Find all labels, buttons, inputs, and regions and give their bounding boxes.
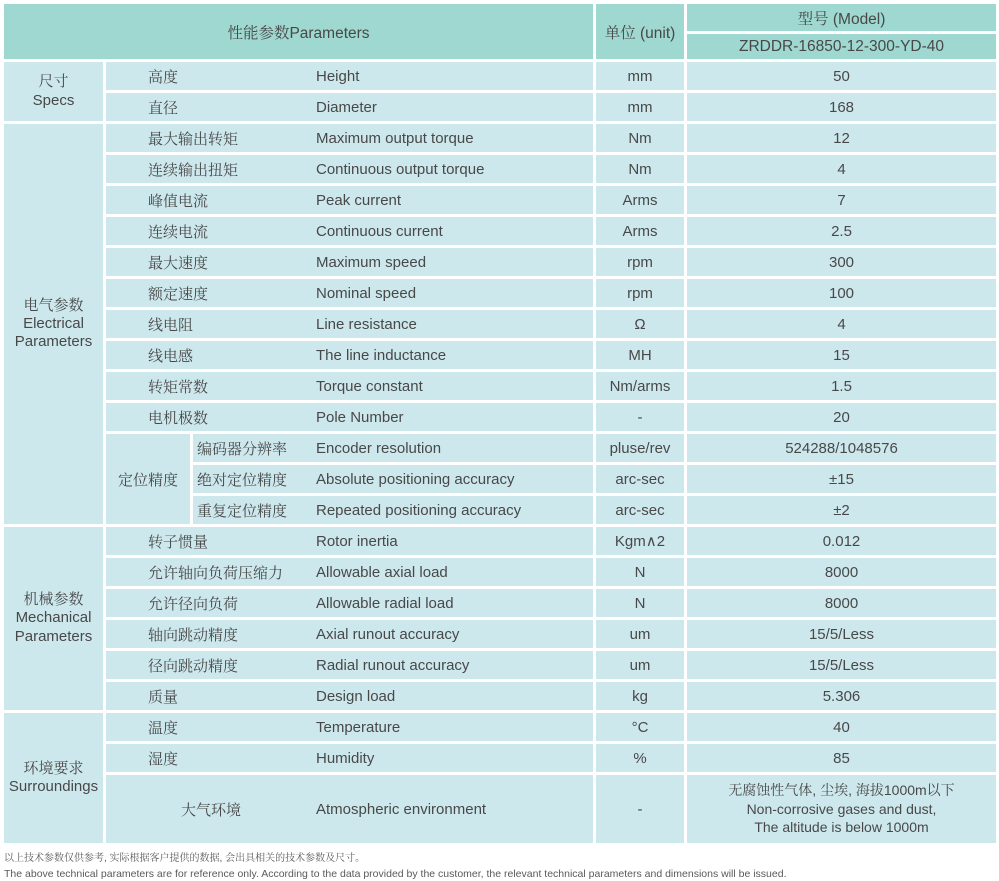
param-name-en: Maximum speed	[316, 253, 427, 271]
value-cell: 15/5/Less	[687, 620, 996, 648]
group-cell	[4, 713, 103, 843]
param-name-en: Maximum output torque	[316, 129, 474, 147]
param-name-zh: 轴向跳动精度	[148, 626, 239, 644]
param-name-zh: 允许径向负荷	[148, 595, 239, 613]
table-row	[4, 775, 996, 843]
footer-notes	[4, 852, 999, 881]
value-line: The altitude is below 1000m	[754, 819, 929, 836]
param-name-en: Allowable radial load	[316, 594, 454, 612]
spec-table-header	[4, 4, 996, 59]
table-row	[4, 341, 996, 369]
value-cell: 100	[687, 279, 996, 307]
param-name-zh: 径向跳动精度	[148, 657, 239, 675]
unit-cell: °C	[596, 713, 684, 741]
spec-table	[1, 1, 999, 846]
footer-note-zh: 以上技术参数仅供参考, 实际根据客户提供的数据, 会出具相关的技术参数及尺寸。	[4, 853, 366, 864]
value-cell: 50	[687, 62, 996, 90]
subgroup-cell: 定位精度	[106, 434, 190, 524]
param-name-en: Pole Number	[316, 408, 404, 426]
param-name-en: Peak current	[316, 191, 402, 209]
value-cell: 4	[687, 155, 996, 183]
param-name-cell	[106, 186, 593, 214]
param-name-cell	[106, 527, 593, 555]
table-row	[4, 93, 996, 121]
param-name-en: Allowable axial load	[316, 563, 448, 581]
param-name-zh: 重复定位精度	[197, 502, 288, 520]
table-row	[4, 744, 996, 772]
param-name-cell	[106, 651, 593, 679]
table-row	[4, 217, 996, 245]
param-name-en: Humidity	[316, 749, 375, 767]
unit-cell: um	[596, 620, 684, 648]
param-name-zh: 绝对定位精度	[197, 471, 288, 489]
value-cell: 7	[687, 186, 996, 214]
param-name-cell	[106, 341, 593, 369]
table-row	[4, 527, 996, 555]
param-name-zh: 温度	[148, 719, 179, 737]
param-name-en: Rotor inertia	[316, 532, 398, 550]
table-row	[4, 155, 996, 183]
unit-cell: N	[596, 589, 684, 617]
value-cell: 20	[687, 403, 996, 431]
table-row	[4, 434, 996, 462]
param-name-zh: 额定速度	[148, 285, 209, 303]
unit-cell: mm	[596, 93, 684, 121]
param-name-cell	[106, 744, 593, 772]
table-row	[4, 558, 996, 586]
value-cell: 15	[687, 341, 996, 369]
value-cell: 0.012	[687, 527, 996, 555]
table-row	[4, 62, 996, 90]
group-label-line: Electrical	[23, 314, 84, 332]
unit-cell: %	[596, 744, 684, 772]
group-label-line: Parameters	[14, 333, 93, 351]
value-cell: 12	[687, 124, 996, 152]
param-name-cell	[106, 62, 593, 90]
param-name-en: Height	[316, 67, 360, 85]
param-name-cell	[106, 248, 593, 276]
unit-cell: Nm	[596, 155, 684, 183]
unit-cell: MH	[596, 341, 684, 369]
table-row	[4, 651, 996, 679]
table-row	[4, 186, 996, 214]
unit-cell: -	[596, 403, 684, 431]
unit-cell: um	[596, 651, 684, 679]
group-label-line: 尺寸	[38, 73, 69, 91]
value-cell	[687, 775, 996, 843]
param-name-en: The line inductance	[316, 346, 447, 364]
unit-cell: Ω	[596, 310, 684, 338]
header-model-value: ZRDDR-16850-12-300-YD-40	[687, 34, 996, 59]
param-name-cell	[106, 124, 593, 152]
value-cell: ±2	[687, 496, 996, 524]
header-unit-label: 单位 (unit)	[596, 4, 684, 59]
group-label-line: Parameters	[14, 627, 93, 645]
value-cell: 300	[687, 248, 996, 276]
param-name-en: Continuous output torque	[316, 160, 485, 178]
unit-cell: rpm	[596, 279, 684, 307]
unit-cell: pluse/rev	[596, 434, 684, 462]
unit-cell: mm	[596, 62, 684, 90]
param-name-zh: 峰值电流	[148, 192, 209, 210]
param-name-en: Diameter	[316, 98, 377, 116]
param-name-zh: 转子惯量	[148, 533, 209, 551]
param-name-zh: 大气环境	[180, 801, 241, 819]
header-model-label: 型号 (Model)	[687, 4, 996, 31]
footer-note-en: The above technical parameters are for reference only. According to the data provided by the customer, the relevant technical parameters and dimensions will be issued.	[4, 867, 787, 880]
param-name-zh: 连续电流	[148, 223, 209, 241]
group-cell	[4, 124, 103, 524]
param-name-zh: 连续输出扭矩	[148, 161, 239, 179]
param-name-zh: 直径	[148, 99, 179, 117]
value-cell: 8000	[687, 589, 996, 617]
table-row	[4, 403, 996, 431]
param-name-zh: 质量	[148, 688, 179, 706]
param-name-en: Atmospheric environment	[316, 800, 487, 818]
value-cell: 8000	[687, 558, 996, 586]
group-label-line: 机械参数	[23, 591, 84, 609]
spec-table-body	[4, 62, 996, 843]
value-cell: 85	[687, 744, 996, 772]
value-cell: 40	[687, 713, 996, 741]
table-row	[4, 682, 996, 710]
param-name-cell	[106, 279, 593, 307]
value-cell: 168	[687, 93, 996, 121]
group-label-line: Surroundings	[8, 778, 99, 795]
table-row	[4, 713, 996, 741]
value-cell: 15/5/Less	[687, 651, 996, 679]
param-name-zh: 线电阻	[148, 316, 194, 334]
param-name-en: Axial runout accuracy	[316, 625, 460, 643]
param-name-en: Nominal speed	[316, 284, 417, 302]
unit-cell: Nm/arms	[596, 372, 684, 400]
param-name-en: Encoder resolution	[316, 439, 442, 457]
param-name-zh: 高度	[148, 68, 179, 86]
table-row	[4, 372, 996, 400]
table-row	[4, 248, 996, 276]
unit-cell: arc-sec	[596, 496, 684, 524]
unit-cell: N	[596, 558, 684, 586]
param-name-cell	[106, 713, 593, 741]
param-name-cell	[193, 434, 593, 462]
group-label-line: Mechanical	[15, 609, 92, 627]
header-params-label: 性能参数Parameters	[4, 4, 593, 59]
param-name-zh: 最大输出转矩	[148, 130, 239, 148]
value-cell: 5.306	[687, 682, 996, 710]
param-name-zh: 线电感	[148, 347, 194, 365]
param-name-zh: 湿度	[148, 750, 179, 768]
param-name-en: Continuous current	[316, 222, 443, 240]
table-row	[4, 279, 996, 307]
param-name-cell	[106, 682, 593, 710]
group-label-line: 电气参数	[23, 296, 84, 314]
param-name-en: Temperature	[316, 718, 401, 736]
param-name-en: Torque constant	[316, 377, 423, 395]
param-name-cell	[106, 310, 593, 338]
value-cell: 524288/1048576	[687, 434, 996, 462]
table-row	[4, 310, 996, 338]
param-name-cell	[106, 372, 593, 400]
param-name-zh: 允许轴向负荷压缩力	[148, 564, 284, 582]
unit-cell: kg	[596, 682, 684, 710]
unit-cell: Arms	[596, 217, 684, 245]
unit-cell: Nm	[596, 124, 684, 152]
unit-cell: -	[596, 775, 684, 843]
param-name-en: Design load	[316, 687, 396, 705]
param-name-zh: 最大速度	[148, 254, 209, 272]
param-name-cell	[106, 93, 593, 121]
value-line: 无腐蚀性气体, 尘埃, 海拔1000m以下	[728, 782, 955, 799]
param-name-zh: 转矩常数	[148, 378, 209, 396]
param-name-en: Absolute positioning accuracy	[316, 470, 515, 488]
table-row	[4, 620, 996, 648]
param-name-cell	[193, 496, 593, 524]
group-cell	[4, 527, 103, 710]
param-name-cell	[106, 155, 593, 183]
value-cell: 4	[687, 310, 996, 338]
param-name-zh: 电机极数	[148, 409, 209, 427]
group-label-line: Specs	[32, 91, 75, 109]
param-name-cell	[106, 775, 593, 843]
param-name-cell	[106, 558, 593, 586]
unit-cell: rpm	[596, 248, 684, 276]
value-cell: ±15	[687, 465, 996, 493]
param-name-cell	[106, 217, 593, 245]
value-cell: 2.5	[687, 217, 996, 245]
group-cell	[4, 62, 103, 121]
param-name-en: Repeated positioning accuracy	[316, 501, 522, 519]
table-row	[4, 589, 996, 617]
value-cell: 1.5	[687, 372, 996, 400]
param-name-zh: 编码器分辨率	[197, 440, 288, 458]
value-line: Non-corrosive gases and dust,	[746, 800, 937, 817]
param-name-cell	[106, 403, 593, 431]
group-label-line: 环境要求	[23, 759, 84, 777]
param-name-cell	[193, 465, 593, 493]
unit-cell: Kgm∧2	[596, 527, 684, 555]
unit-cell: Arms	[596, 186, 684, 214]
param-name-en: Line resistance	[316, 315, 417, 333]
unit-cell: arc-sec	[596, 465, 684, 493]
param-name-cell	[106, 589, 593, 617]
param-name-cell	[106, 620, 593, 648]
table-row	[4, 124, 996, 152]
param-name-en: Radial runout accuracy	[316, 656, 470, 674]
